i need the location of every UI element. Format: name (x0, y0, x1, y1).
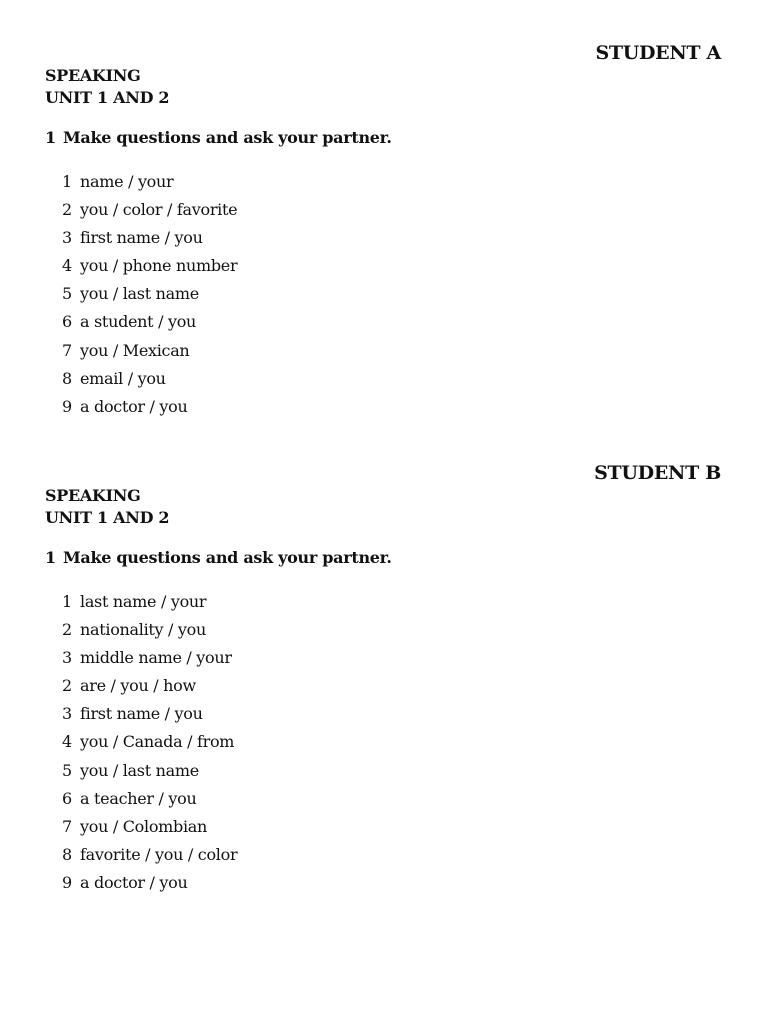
item-number: 4 (62, 256, 72, 276)
list-item (62, 816, 237, 844)
list-item (62, 171, 237, 199)
item-number: 5 (62, 760, 72, 780)
item-number: 3 (62, 648, 72, 668)
speaking-title: SPEAKING (45, 66, 141, 85)
item-text: first name / you (80, 228, 203, 248)
item-text: a doctor / you (80, 872, 188, 892)
item-number: 2 (62, 620, 72, 640)
item-text: a doctor / you (80, 396, 188, 416)
item-text: favorite / you / color (80, 844, 238, 864)
student-b-label: STUDENT B (594, 462, 721, 484)
speaking-title: SPEAKING (45, 486, 141, 505)
list-item (62, 675, 237, 703)
item-text: you / last name (80, 284, 199, 304)
item-number: 4 (62, 732, 72, 752)
item-number: 7 (62, 816, 72, 836)
item-number: 2 (62, 676, 72, 696)
item-number: 8 (62, 368, 72, 388)
list-item (62, 703, 237, 731)
list-item (62, 227, 237, 255)
item-number: 6 (62, 312, 72, 332)
item-text: a student / you (80, 312, 197, 332)
item-number: 7 (62, 340, 72, 360)
item-text: middle name / your (80, 648, 232, 668)
instruction-text: Make questions and ask your partner. (63, 128, 392, 147)
list-item (62, 872, 237, 900)
list-item (62, 760, 237, 788)
instruction-text: Make questions and ask your partner. (63, 548, 392, 567)
list-item (62, 340, 237, 368)
speaking-heading (45, 485, 169, 529)
unit-title: UNIT 1 AND 2 (45, 508, 170, 527)
instruction (45, 548, 392, 567)
list-item (62, 311, 237, 339)
speaking-heading (45, 65, 169, 109)
unit-title: UNIT 1 AND 2 (45, 88, 170, 107)
item-text: you / last name (80, 760, 199, 780)
instruction-number: 1 (45, 128, 56, 147)
item-number: 2 (62, 200, 72, 220)
item-text: you / Colombian (80, 816, 208, 836)
item-number: 9 (62, 872, 72, 892)
item-number: 9 (62, 396, 72, 416)
item-number: 8 (62, 844, 72, 864)
list-item (62, 396, 237, 424)
list-item (62, 591, 237, 619)
item-number: 3 (62, 228, 72, 248)
question-list (62, 171, 237, 424)
instruction-number: 1 (45, 548, 56, 567)
list-item (62, 788, 237, 816)
item-number: 5 (62, 284, 72, 304)
item-text: you / Canada / from (80, 732, 235, 752)
item-text: first name / you (80, 704, 203, 724)
item-text: you / phone number (80, 256, 238, 276)
list-item (62, 255, 237, 283)
item-text: email / you (80, 368, 166, 388)
list-item (62, 199, 237, 227)
item-text: you / Mexican (80, 340, 190, 360)
student-a-label: STUDENT A (595, 42, 721, 64)
instruction (45, 128, 392, 147)
item-number: 1 (62, 592, 72, 611)
item-text: you / color / favorite (80, 200, 238, 220)
item-text: name / your (80, 172, 174, 191)
item-text: last name / your (80, 592, 207, 611)
list-item (62, 619, 237, 647)
item-text: a teacher / you (80, 788, 197, 808)
list-item (62, 368, 237, 396)
item-number: 3 (62, 704, 72, 724)
item-text: nationality / you (80, 620, 207, 640)
list-item (62, 844, 237, 872)
item-text: are / you / how (80, 676, 196, 696)
list-item (62, 647, 237, 675)
item-number: 6 (62, 788, 72, 808)
question-list (62, 591, 237, 900)
list-item (62, 731, 237, 759)
item-number: 1 (62, 172, 72, 191)
list-item (62, 283, 237, 311)
